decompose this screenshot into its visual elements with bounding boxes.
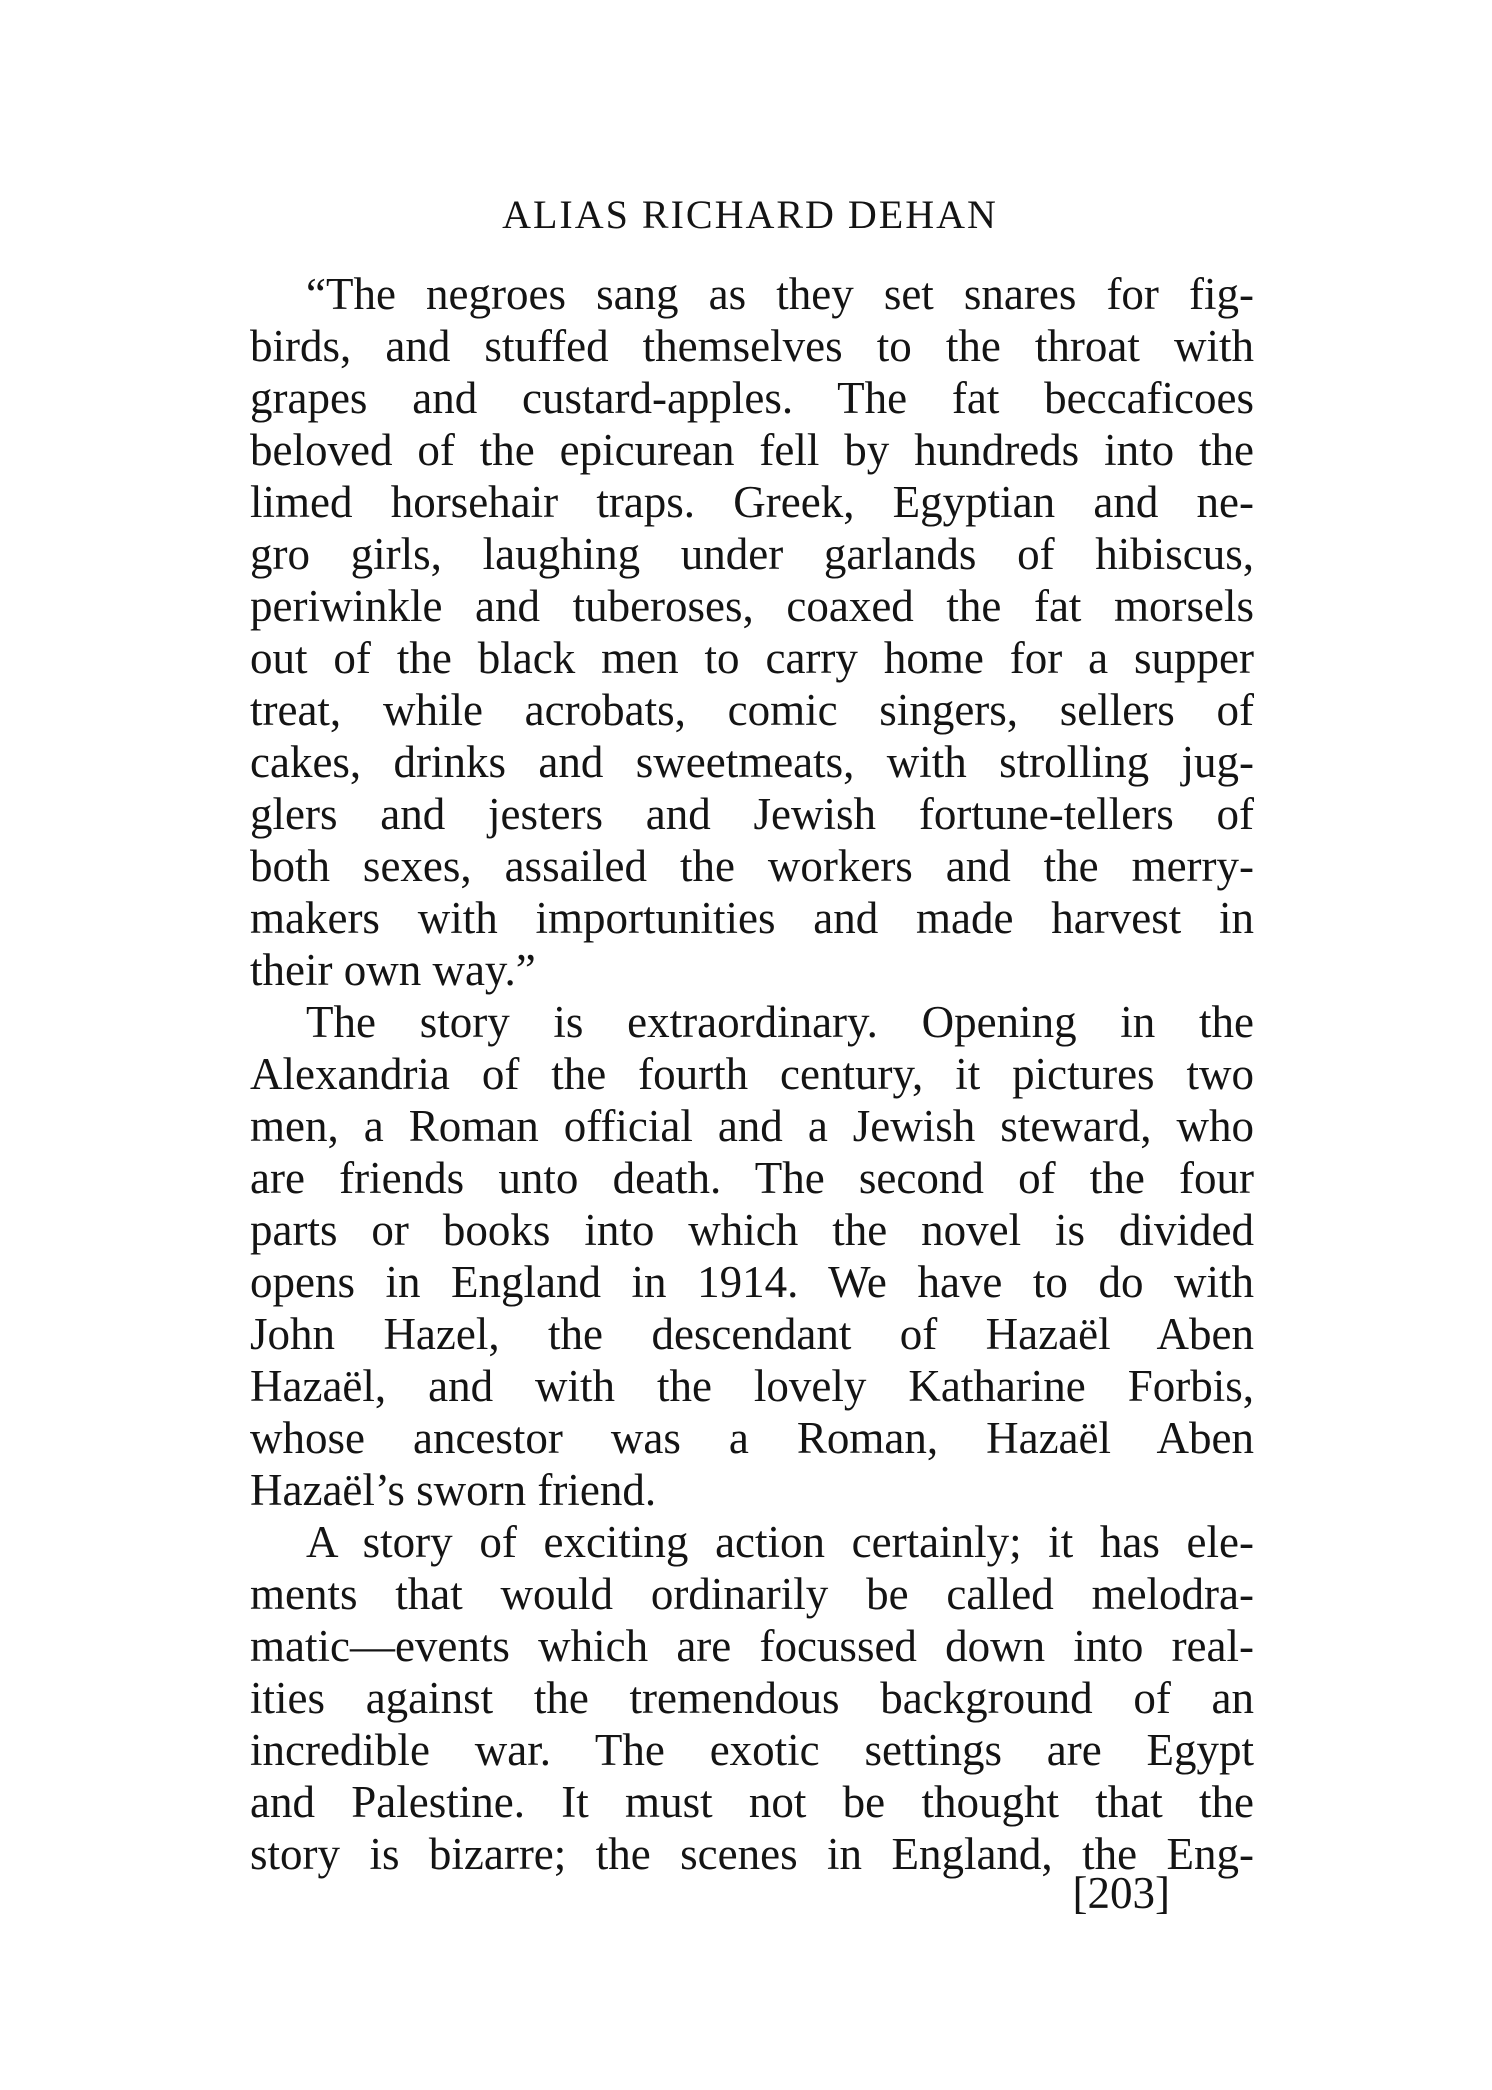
paragraph-3: [250, 1516, 1254, 1880]
text-line: The story is extraordinary. Opening in the: [306, 997, 1254, 1047]
text-line: periwinkle and tuberoses, coaxed the fat morsels: [250, 581, 1254, 631]
text-line: are friends unto death. The second of the four: [250, 1153, 1254, 1203]
text-line: Hazaël’s sworn friend.: [250, 1465, 657, 1515]
text-line: Alexandria of the fourth century, it pictures two: [250, 1049, 1254, 1099]
page-number: [203]: [1072, 1868, 1170, 1918]
text-line: men, a Roman official and a Jewish steward, who: [250, 1101, 1254, 1151]
text-line: gro girls, laughing under garlands of hibiscus,: [250, 529, 1254, 579]
text-line: whose ancestor was a Roman, Hazaël Aben: [250, 1413, 1254, 1463]
text-line: treat, while acrobats, comic singers, sellers of: [250, 685, 1254, 735]
text-line: glers and jesters and Jewish fortune-tellers of: [250, 789, 1254, 839]
text-line: ities against the tremendous background of an: [250, 1673, 1254, 1723]
text-line: birds, and stuffed themselves to the throat with: [250, 321, 1254, 371]
text-line: makers with importunities and made harvest in: [250, 893, 1254, 943]
text-line: out of the black men to carry home for a supper: [250, 633, 1254, 683]
body-text: [250, 268, 1254, 1880]
text-line: opens in England in 1914. We have to do with: [250, 1257, 1254, 1307]
text-line: matic—events which are focussed down into real-: [250, 1621, 1254, 1671]
text-line: story is bizarre; the scenes in England, the Eng-: [250, 1829, 1254, 1879]
text-line: A story of exciting action certainly; it has ele-: [306, 1517, 1254, 1567]
running-head: ALIAS RICHARD DEHAN: [502, 192, 998, 237]
text-line: John Hazel, the descendant of Hazaël Aben: [250, 1309, 1254, 1359]
text-line: limed horsehair traps. Greek, Egyptian and ne-: [250, 477, 1254, 527]
paragraph-2: [250, 996, 1254, 1516]
text-line: cakes, drinks and sweetmeats, with strolling jug-: [250, 737, 1254, 787]
text-line: and Palestine. It must not be thought that the: [250, 1777, 1254, 1827]
text-line: ments that would ordinarily be called melodra-: [250, 1569, 1254, 1619]
text-line: parts or books into which the novel is divided: [250, 1205, 1254, 1255]
text-line: their own way.”: [250, 945, 536, 995]
text-line: “The negroes sang as they set snares for fig-: [306, 269, 1254, 319]
text-line: grapes and custard-apples. The fat beccaficoes: [250, 373, 1254, 423]
text-line: incredible war. The exotic settings are Egypt: [250, 1725, 1254, 1775]
text-line: both sexes, assailed the workers and the merry-: [250, 841, 1254, 891]
text-line: beloved of the epicurean fell by hundreds into the: [250, 425, 1254, 475]
paragraph-1: [250, 268, 1254, 996]
text-line: Hazaël, and with the lovely Katharine Forbis,: [250, 1361, 1254, 1411]
